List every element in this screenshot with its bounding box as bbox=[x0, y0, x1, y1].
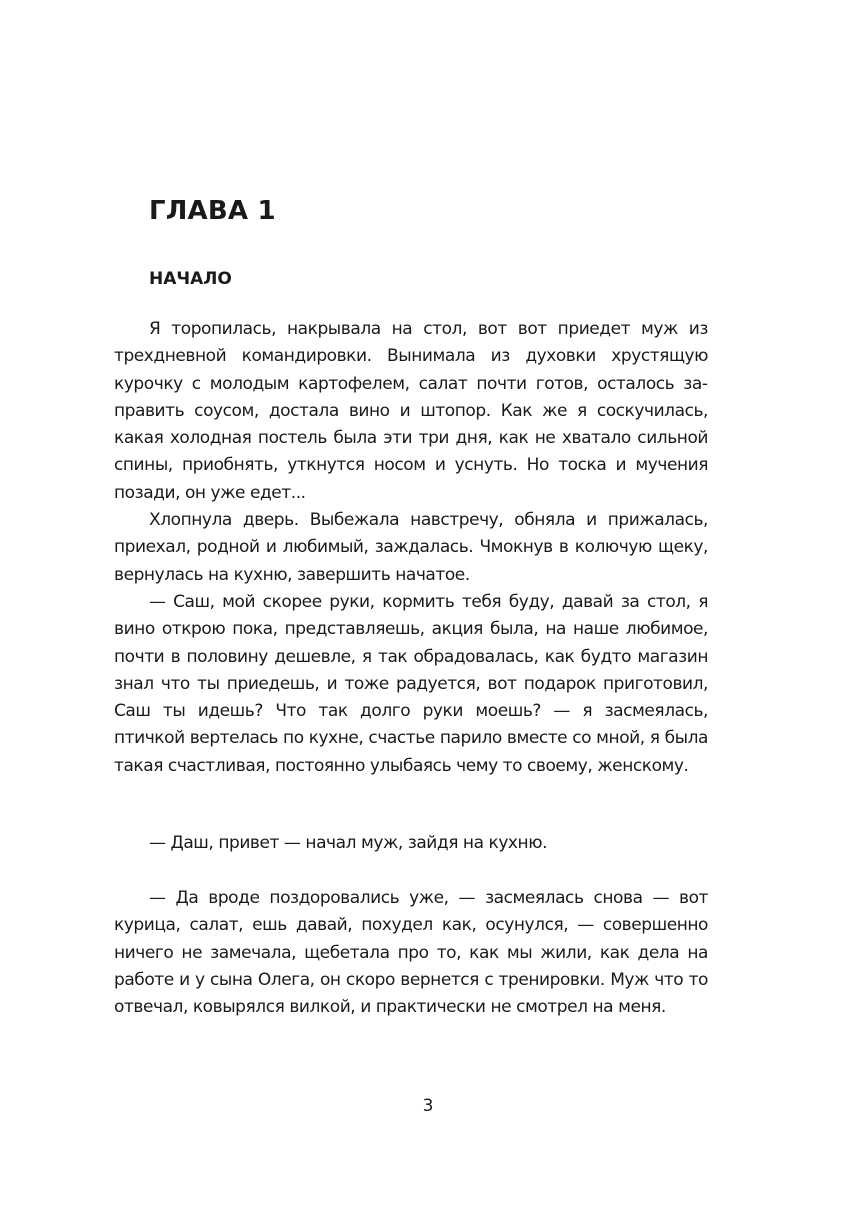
chapter-title: ГЛАВА 1 bbox=[149, 196, 276, 226]
paragraph: — Даш, привет — начал муж, зайдя на кухню. bbox=[149, 833, 548, 853]
paragraph: Хлопнула дверь. Выбежала навстречу, обняла и прижалась, приехал, родной и любимый, заждалась. Чмокнув в колючую щеку, вернулась на кухню, завершить начатое. bbox=[114, 510, 708, 585]
paragraph: Я торопилась, накрывала на стол, вот вот приедет муж из трехдневной командировки. Вынимала из духовки хрустящую курочку с молодым картофелем, салат почти готов, осталось заправить соусом, достала вино и штопор. Как же я соскучилась, какая холодная постель была эти три дня, как не хватало сильной спины, приобнять, уткнутся носом и уснуть. Но тоска и мучения позади, он уже едет... bbox=[114, 319, 708, 503]
section-title: НАЧАЛО bbox=[149, 269, 232, 289]
page-number: 3 bbox=[422, 1096, 434, 1116]
paragraph: — Да вроде поздоровались уже, — засмеялась снова — вот курица, салат, ешь давай, похудел как, осунулся, — совершенно ничего не замечала, щебетала про то, как мы жили, как дела на работе и у сына Олега, он скоро вернется с тренировки. Муж что то отвечал, ковырялся вилкой, и практически не смотрел на меня. bbox=[114, 888, 708, 1018]
paragraph: — Саш, мой скорее руки, кормить тебя буду, давай за стол, я вино открою пока, представляешь, акция была, на наше любимое, почти в половину дешевле, я так обрадовалась, как будто магазин знал что ты приедешь, и тоже радуется, вот подарок приготовил, Саш ты идешь? Что так долго руки моешь? — я засмеялась, птичкой вертелась по кухне, счастье парило вместе со мной, я была такая счастливая, постоянно улыбаясь чему то своему, женскому. bbox=[114, 592, 708, 776]
